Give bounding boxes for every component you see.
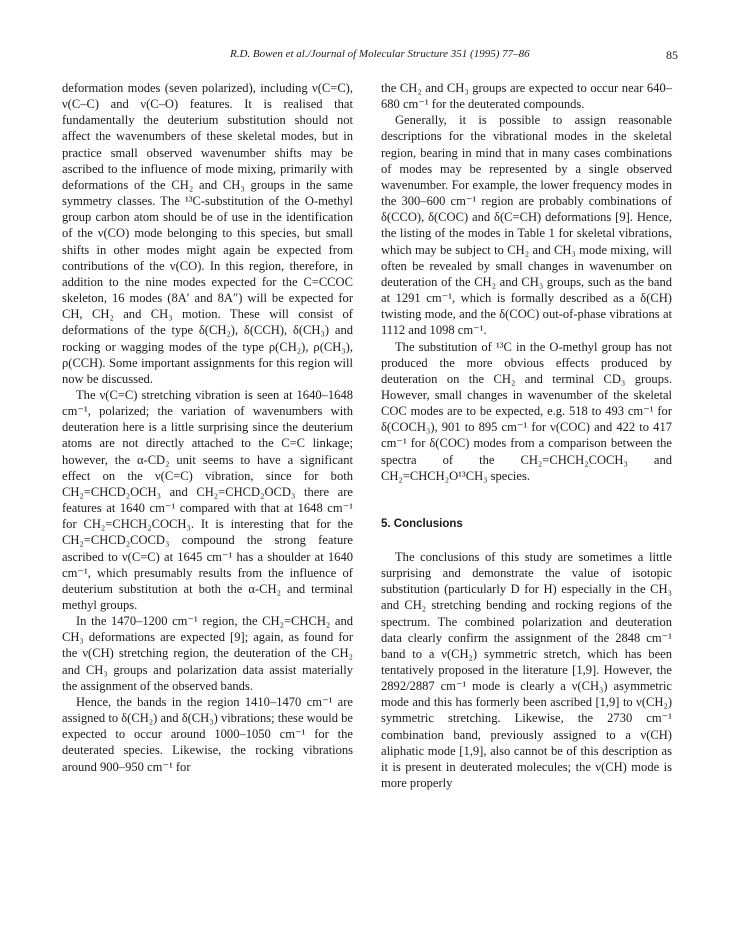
section-heading: 5. Conclusions bbox=[381, 517, 463, 530]
paragraph: In the 1470–1200 cm⁻¹ region, the CH₂=CHCH₂ and CH₃ deformations are expected [9]; again, as found for the ν(CH) stretching region, the deuteration of the CH₂ and CH₃ groups and polarization data assist materially the assignment of the observed bands. bbox=[62, 614, 353, 693]
paragraph: The substitution of ¹³C in the O-methyl group has not produced the more obvious effects produced by deuteration on the CH₂ and terminal CD₃ groups. However, small changes in wavenumber of the skeletal COC modes are to be expected, e.g. 518 to 493 cm⁻¹ for δ(COCH₃), 901 to 895 cm⁻¹ for ν(COC) and 422 to 417 cm⁻¹ for δ(COC) modes from a comparison between the spectra of the CH₂=CHCH₂COCH₃ and CH₂=CHCH₂O¹³CH₃ species. bbox=[381, 339, 672, 483]
section-spacer bbox=[381, 532, 672, 549]
paragraph: Generally, it is possible to assign reasonable descriptions for the vibrational modes in the skeletal region, bearing in mind that in many cases combinations of modes may be represented by a single observed wavenumber. For example, the lower frequency modes in the 300–600 cm⁻¹ region are probably combinations of δ(CCO), δ(COC) and δ(C=CH) deformations [9]. Hence, the listing of the modes in Table 1 for skeletal vibrations, which may be subject to CH₂ and CH₃ mode mixing, will often be revealed by small changes in wavenumber on deuteration of the CH₂ and CH₃ groups, such as the band at 1291 cm⁻¹, which is formally described as a δ(CH) twisting mode, and the δ(COC) out-of-phase vibrations at 1112 and 1098 cm⁻¹. bbox=[381, 113, 672, 338]
running-header bbox=[0, 48, 735, 62]
paragraph: deformation modes (seven polarized), including ν(C=C), ν(C–C) and ν(C–O) features. It is realised that fundamentally the deuterium substitution should not affect the wavenumbers of these skeletal modes, but in practice small observed wavenumber shifts may be ascribed to the influence of mode mixing, primarily with deformations of the CH₂ and CH₃ groups in the same symmetry classes. The ¹³C-substitution of the O-methyl group carbon atom should be of use in the identification of the ν(CO) mode belonging to this species, but small shifts in other modes might again be expected from contributions of the ν(CO). In this region, therefore, in addition to the nine modes expected for the C=CCOC skeleton, 16 modes (8A′ and 8A″) will be expected for CH, CH₂ and CH₃ motion. These will consist of deformations of the type δ(CH₂), δ(CCH), δ(CH₃) and rocking or wagging modes of the type ρ(CH₂), ρ(CH₃), ρ(CCH). Some important assignments for this region will now be discussed. bbox=[62, 81, 353, 386]
page-number: 85 bbox=[666, 48, 678, 62]
right-column bbox=[381, 80, 672, 791]
paragraph: the CH₂ and CH₃ groups are expected to occur near 640–680 cm⁻¹ for the deuterated compounds. bbox=[381, 81, 672, 112]
section-spacer bbox=[381, 484, 672, 516]
paragraph: The ν(C=C) stretching vibration is seen at 1640–1648 cm⁻¹, polarized; the variation of wavenumbers with deuteration here is a little surprising since the deuterium atoms are not directly attached to the C=C linkage; however, the α-CD₂ unit seems to have a significant effect on the ν(C=C) vibration, since for both CH₂=CHCD₂OCH₃ and CH₂=CHCD₂OCD₃ there are features at 1640 cm⁻¹ compared with that at 1648 cm⁻¹ for CH₂=CHCH₂COCH₃. It is interesting that for the CH₂=CHCD₂COCD₃ compound the strong feature ascribed to ν(C=C) at 1645 cm⁻¹ has a shoulder at 1640 cm⁻¹, which presumably results from the influence of deuterium substitution at both the α-CH₂ and terminal methyl groups. bbox=[62, 387, 353, 612]
running-title: R.D. Bowen et al./Journal of Molecular Structure 351 (1995) 77–86 bbox=[230, 48, 530, 60]
paragraph: Hence, the bands in the region 1410–1470 cm⁻¹ are assigned to δ(CH₂) and δ(CH₃) vibrations; these would be expected to occur around 1000–1050 cm⁻¹ for the deuterated species. Likewise, the rocking vibrations around 900–950 cm⁻¹ for bbox=[62, 694, 353, 774]
paragraph: The conclusions of this study are sometimes a little surprising and demonstrate the value of isotopic substitution (particularly D for H) especially in the CH₃ and CH₂ stretching bending and rocking regions of the spectrum. The combined polarization and deuteration data clearly confirm the assignment of the 2848 cm⁻¹ band to a ν(CH₂) symmetric stretch, which has been tentatively proposed in the literature [1,9]. However, the 2892/2887 cm⁻¹ mode is clearly a ν(CH₃) asymmetric mode and this has formerly been ascribed [1,9] to ν(CH₂) symmetric stretching. Likewise, the 2730 cm⁻¹ combination band, previously assigned to a ν(CH) aliphatic mode [1,9], also cannot be of this description as it is present in deuterated molecules; the ν(CH) mode is more properly bbox=[381, 549, 672, 791]
left-column bbox=[62, 80, 353, 775]
